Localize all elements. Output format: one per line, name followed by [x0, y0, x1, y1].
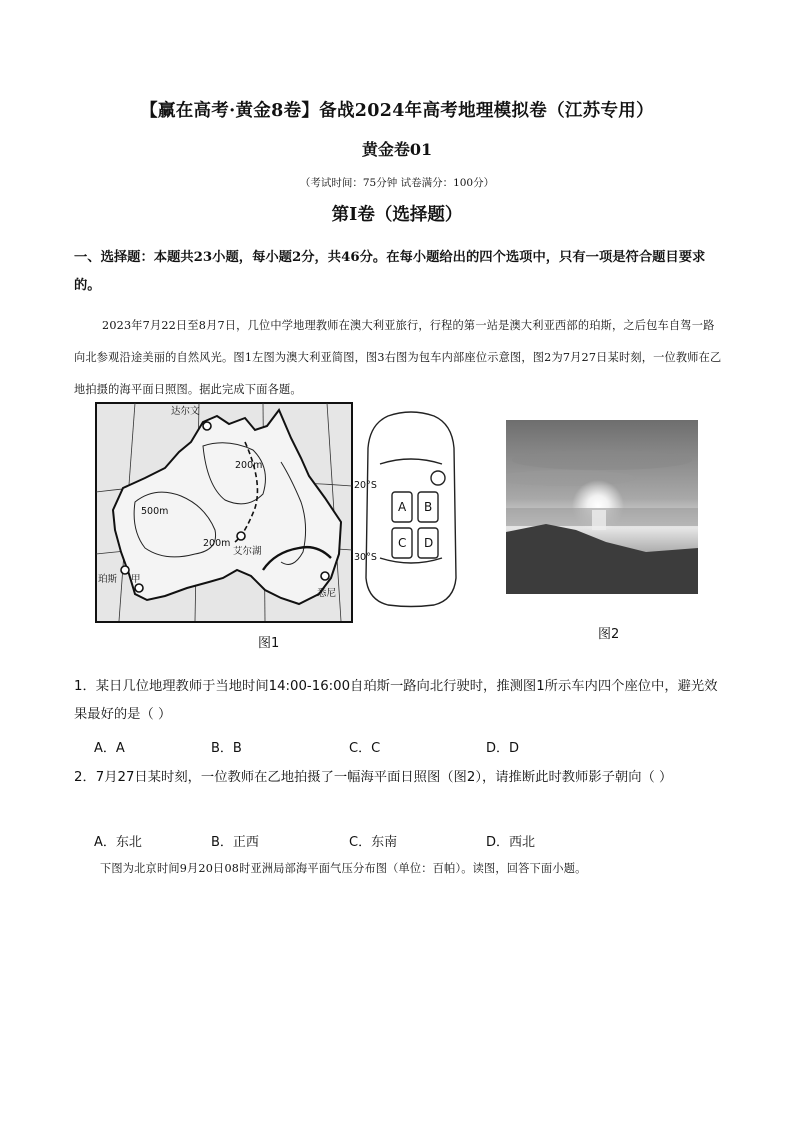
paper-subtitle: 黄金卷01: [361, 140, 433, 159]
jia-marker: [135, 584, 143, 592]
q1-option-d[interactable]: D．D: [486, 741, 520, 756]
label-lat-30: 30°S: [354, 552, 377, 563]
paper-title: 【赢在高考·黄金8卷】备战2024年高考地理模拟卷（江苏专用）: [140, 101, 654, 121]
sydney-marker: [321, 572, 329, 580]
seat-c-label: C: [398, 536, 407, 550]
figure2-caption: 图2: [598, 627, 620, 642]
seat-a-label: A: [398, 500, 407, 514]
figure1-caption: 图1: [258, 636, 280, 651]
label-sydney: 悉尼: [317, 588, 337, 599]
q2-option-a[interactable]: A．东北: [94, 835, 142, 850]
label-contour-500: 500m: [141, 506, 169, 517]
label-perth: 珀斯: [98, 574, 118, 585]
q1-option-b[interactable]: B．B: [211, 741, 242, 756]
passage-two: 下图为北京时间9月20日08时亚洲局部海平面气压分布图（单位：百帕）。读图，回答下面小题。: [100, 862, 587, 875]
q1-option-c[interactable]: C．C: [349, 741, 381, 756]
label-lat-20: 20°S: [354, 480, 377, 491]
label-contour-200-north: 200m: [235, 460, 263, 471]
label-jia: 甲: [131, 574, 141, 585]
car-body: [366, 412, 456, 607]
label-contour-200-south: 200m: [203, 538, 231, 549]
q2-option-d[interactable]: D．西北: [486, 835, 536, 850]
label-darwin: 达尔文: [171, 406, 200, 417]
volume-heading: 第I卷（选择题）: [331, 205, 463, 225]
seat-d-label: D: [424, 536, 434, 550]
question-1: 1．某日几位地理教师于当地时间14:00-16:00自珀斯一路向北行驶时，推测图1所示车内四个座位中，避光效果最好的是（ ）: [74, 679, 718, 722]
q2-option-b[interactable]: B．正西: [211, 835, 259, 850]
sea-sunset-photo: [506, 420, 698, 594]
q1-option-a[interactable]: A．A: [94, 741, 125, 756]
lake-eyre-marker: [237, 532, 245, 540]
question-2-options: [94, 831, 724, 851]
car-seat-figure: [352, 408, 470, 610]
question-1-options: [94, 737, 724, 757]
q2-option-c[interactable]: C．东南: [349, 835, 398, 850]
exam-info: （考试时间：75分钟 试卷满分：100分）: [299, 177, 495, 189]
question-2: 2．7月27日某时刻，一位教师在乙地拍摄了一幅海平面日照图（图2），请推断此时教师影子朝向（ ）: [74, 770, 673, 785]
section-instructions: 一、选择题：本题共23小题，每小题2分，共46分。在每小题给出的四个选项中，只有一项是符合题目要求的。: [74, 250, 706, 293]
seat-b-label: B: [424, 500, 433, 514]
passage-one: 2023年7月22日至8月7日，几位中学地理教师在澳大利亚旅行，行程的第一站是澳大利亚西部的珀斯，之后包车自驾一路向北参观沿途美丽的自然风光。图1左图为澳大利亚简图，图3右图为包车内部座位示意图，图2为7月27日某时刻，一位教师在乙地拍摄的海平面日照图。据此完成下面各题。: [74, 319, 722, 396]
australia-map-figure: [95, 402, 353, 623]
perth-marker: [121, 566, 129, 574]
label-lake-eyre: 艾尔湖: [233, 546, 262, 557]
darwin-marker: [203, 422, 211, 430]
steering-wheel-icon: [431, 471, 445, 485]
